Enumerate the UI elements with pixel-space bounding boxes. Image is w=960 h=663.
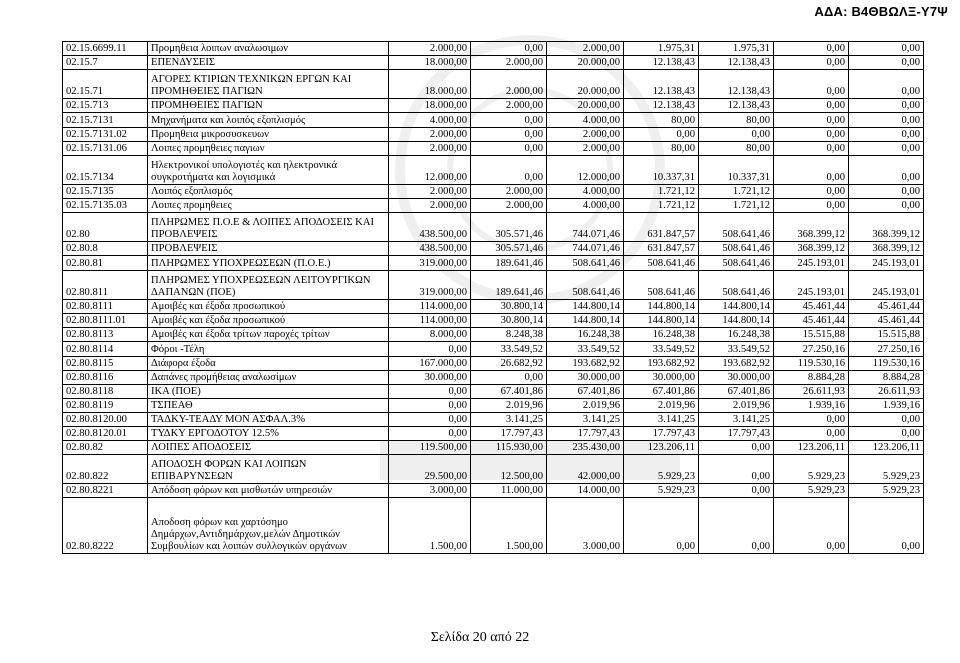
amount-cell-c1: 319.000,00 <box>389 271 471 300</box>
amount-cell-c6: 0,00 <box>774 199 849 213</box>
amount-cell-c2: 11.000,00 <box>471 484 547 498</box>
amount-cell-c1: 18.000,00 <box>389 70 471 99</box>
amount-cell-c3: 4.000,00 <box>547 199 624 213</box>
description-cell: Διάφορα έξοδα <box>148 357 389 371</box>
amount-cell-c4: 30.000,00 <box>624 371 699 385</box>
table-row <box>63 342 924 357</box>
description-cell: ΠΛΗΡΩΜΕΣ ΥΠΟΧΡΕΩΣΕΩΝ (Π.Ο.Ε.) <box>148 256 389 271</box>
amount-cell-c5: 1.975,31 <box>699 42 774 56</box>
amount-cell-c5: 3.141,25 <box>699 413 774 427</box>
amount-cell-c5: 0,00 <box>699 455 774 484</box>
amount-cell-c5: 508.641,46 <box>699 213 774 242</box>
account-code-cell: 02.15.7135 <box>63 185 148 199</box>
amount-cell-c1: 2.000,00 <box>389 185 471 199</box>
amount-cell-c3: 30.000,00 <box>547 371 624 385</box>
description-cell: Φόροι -Τέλη <box>148 342 389 357</box>
description-cell: Δαπάνες προμήθειας αναλωσίμων <box>148 371 389 385</box>
amount-cell-c2: 0,00 <box>471 128 547 142</box>
amount-cell-c7: 45.461,44 <box>849 314 924 328</box>
amount-cell-c2: 67.401,86 <box>471 385 547 399</box>
amount-cell-c2: 3.141,25 <box>471 413 547 427</box>
amount-cell-c2: 30.800,14 <box>471 314 547 328</box>
table-row <box>63 213 924 242</box>
table-row <box>63 441 924 455</box>
amount-cell-c7: 1.939,16 <box>849 399 924 413</box>
page-number: Σελίδα 20 από 22 <box>430 630 530 645</box>
amount-cell-c7: 0,00 <box>849 99 924 113</box>
amount-cell-c6: 27.250,16 <box>774 342 849 357</box>
table-row <box>63 42 924 56</box>
amount-cell-c6: 26.611,93 <box>774 385 849 399</box>
amount-cell-c3: 744.071,46 <box>547 242 624 256</box>
account-code-cell: 02.15.7135.03 <box>63 199 148 213</box>
table-row <box>63 399 924 413</box>
account-code-cell: 02.15.7134 <box>63 156 148 185</box>
amount-cell-c3: 2.000,00 <box>547 42 624 56</box>
amount-cell-c3: 144.800,14 <box>547 300 624 314</box>
amount-cell-c1: 114.000,00 <box>389 300 471 314</box>
amount-cell-c7: 45.461,44 <box>849 300 924 314</box>
amount-cell-c3: 20.000,00 <box>547 99 624 113</box>
amount-cell-c6: 0,00 <box>774 427 849 441</box>
description-cell: ΕΠΕΝΔΥΣΕΙΣ <box>148 56 389 70</box>
amount-cell-c7: 119.530,16 <box>849 357 924 371</box>
account-code-cell: 02.80.8114 <box>63 342 148 357</box>
account-code-cell: 02.80.81 <box>63 256 148 271</box>
amount-cell-c1: 2.000,00 <box>389 142 471 156</box>
amount-cell-c6: 0,00 <box>774 498 849 554</box>
amount-cell-c2: 0,00 <box>471 42 547 56</box>
amount-cell-c6: 15.515,88 <box>774 328 849 342</box>
amount-cell-c3: 12.000,00 <box>547 156 624 185</box>
table-row <box>63 113 924 128</box>
description-cell: Αμοιβές και έξοδα προσωπικού <box>148 300 389 314</box>
amount-cell-c3: 20.000,00 <box>547 56 624 70</box>
amount-cell-c5: 0,00 <box>699 484 774 498</box>
amount-cell-c4: 33.549,52 <box>624 342 699 357</box>
account-code-cell: 02.80.8120.01 <box>63 427 148 441</box>
amount-cell-c3: 3.000,00 <box>547 498 624 554</box>
amount-cell-c6: 0,00 <box>774 99 849 113</box>
account-code-cell: 02.80.8221 <box>63 484 148 498</box>
description-cell: Λοιπός εξοπλισμός <box>148 185 389 199</box>
description-cell: ΛΟΙΠΕΣ ΑΠΟΔΟΣΕΙΣ <box>148 441 389 455</box>
account-code-cell: 02.80 <box>63 213 148 242</box>
amount-cell-c7: 27.250,16 <box>849 342 924 357</box>
amount-cell-c6: 368.399,12 <box>774 213 849 242</box>
account-code-cell: 02.80.8222 <box>63 498 148 554</box>
amount-cell-c6: 0,00 <box>774 42 849 56</box>
amount-cell-c7: 0,00 <box>849 113 924 128</box>
amount-cell-c3: 3.141,25 <box>547 413 624 427</box>
amount-cell-c1: 0,00 <box>389 427 471 441</box>
amount-cell-c3: 2.000,00 <box>547 142 624 156</box>
table-row <box>63 371 924 385</box>
account-code-cell: 02.15.713 <box>63 99 148 113</box>
amount-cell-c3: 14.000,00 <box>547 484 624 498</box>
amount-cell-c4: 80,00 <box>624 142 699 156</box>
amount-cell-c6: 45.461,44 <box>774 314 849 328</box>
amount-cell-c7: 5.929,23 <box>849 455 924 484</box>
amount-cell-c2: 189.641,46 <box>471 271 547 300</box>
amount-cell-c3: 144.800,14 <box>547 314 624 328</box>
account-code-cell: 02.80.8120.00 <box>63 413 148 427</box>
amount-cell-c2: 2.000,00 <box>471 185 547 199</box>
amount-cell-c5: 0,00 <box>699 441 774 455</box>
amount-cell-c3: 20.000,00 <box>547 70 624 99</box>
amount-cell-c6: 0,00 <box>774 156 849 185</box>
description-cell: ΤΣΠΕΑΘ <box>148 399 389 413</box>
amount-cell-c3: 508.641,46 <box>547 256 624 271</box>
amount-cell-c1: 167.000,00 <box>389 357 471 371</box>
amount-cell-c2: 305.571,46 <box>471 242 547 256</box>
account-code-cell: 02.80.822 <box>63 455 148 484</box>
table-row <box>63 242 924 256</box>
description-cell: Αμοιβές και έξοδα τρίτων παροχές τρίτων <box>148 328 389 342</box>
description-cell: Αποδοση φόρων και χαρτόσημο Δημάρχων,Αντιδημάρχων,μελών Δημοτικών Συμβουλίων και λοιπών συλλογικών οργάνων <box>148 498 389 554</box>
table-row <box>63 455 924 484</box>
amount-cell-c3: 42.000,00 <box>547 455 624 484</box>
description-cell: Απόδοση φόρων και μισθωτών υπηρεσιών <box>148 484 389 498</box>
account-code-cell: 02.80.82 <box>63 441 148 455</box>
amount-cell-c7: 0,00 <box>849 128 924 142</box>
amount-cell-c6: 368.399,12 <box>774 242 849 256</box>
amount-cell-c4: 123.206,11 <box>624 441 699 455</box>
description-cell: ΠΡΟΜΗΘΕΙΕΣ ΠΑΓΙΩΝ <box>148 99 389 113</box>
amount-cell-c5: 33.549,52 <box>699 342 774 357</box>
amount-cell-c1: 0,00 <box>389 399 471 413</box>
amount-cell-c1: 2.000,00 <box>389 199 471 213</box>
description-cell: Προμηθεια λοιπων αναλωσιμων <box>148 42 389 56</box>
amount-cell-c6: 0,00 <box>774 413 849 427</box>
amount-cell-c3: 235.430,00 <box>547 441 624 455</box>
table-row <box>63 199 924 213</box>
account-code-cell: 02.80.8 <box>63 242 148 256</box>
amount-cell-c6: 8.884,28 <box>774 371 849 385</box>
amount-cell-c4: 12.138,43 <box>624 99 699 113</box>
amount-cell-c5: 10.337,31 <box>699 156 774 185</box>
table-row <box>63 484 924 498</box>
amount-cell-c7: 0,00 <box>849 199 924 213</box>
amount-cell-c5: 80,00 <box>699 113 774 128</box>
amount-cell-c5: 12.138,43 <box>699 56 774 70</box>
amount-cell-c5: 1.721,12 <box>699 199 774 213</box>
table-row <box>63 427 924 441</box>
amount-cell-c3: 2.019,96 <box>547 399 624 413</box>
amount-cell-c7: 0,00 <box>849 413 924 427</box>
amount-cell-c1: 438.500,00 <box>389 213 471 242</box>
amount-cell-c2: 2.000,00 <box>471 70 547 99</box>
description-cell: Λοιπες προμηθειες <box>148 199 389 213</box>
amount-cell-c2: 8.248,38 <box>471 328 547 342</box>
amount-cell-c7: 368.399,12 <box>849 213 924 242</box>
table-row <box>63 185 924 199</box>
description-cell: ΙΚΑ (ΠΟΕ) <box>148 385 389 399</box>
amount-cell-c4: 3.141,25 <box>624 413 699 427</box>
amount-cell-c6: 5.929,23 <box>774 484 849 498</box>
amount-cell-c4: 144.800,14 <box>624 300 699 314</box>
amount-cell-c2: 0,00 <box>471 371 547 385</box>
amount-cell-c7: 245.193,01 <box>849 256 924 271</box>
amount-cell-c2: 2.000,00 <box>471 199 547 213</box>
account-code-cell: 02.80.8116 <box>63 371 148 385</box>
amount-cell-c1: 0,00 <box>389 413 471 427</box>
amount-cell-c7: 0,00 <box>849 156 924 185</box>
amount-cell-c7: 0,00 <box>849 427 924 441</box>
account-code-cell: 02.80.8111 <box>63 300 148 314</box>
amount-cell-c5: 193.682,92 <box>699 357 774 371</box>
amount-cell-c4: 144.800,14 <box>624 314 699 328</box>
amount-cell-c4: 2.019,96 <box>624 399 699 413</box>
amount-cell-c4: 631.847,57 <box>624 242 699 256</box>
table-row <box>63 56 924 70</box>
amount-cell-c4: 1.721,12 <box>624 199 699 213</box>
amount-cell-c7: 0,00 <box>849 142 924 156</box>
amount-cell-c2: 2.000,00 <box>471 99 547 113</box>
amount-cell-c3: 4.000,00 <box>547 113 624 128</box>
amount-cell-c1: 0,00 <box>389 385 471 399</box>
account-code-cell: 02.80.8115 <box>63 357 148 371</box>
amount-cell-c6: 123.206,11 <box>774 441 849 455</box>
amount-cell-c1: 1.500,00 <box>389 498 471 554</box>
amount-cell-c1: 114.000,00 <box>389 314 471 328</box>
amount-cell-c7: 8.884,28 <box>849 371 924 385</box>
amount-cell-c1: 29.500,00 <box>389 455 471 484</box>
description-cell: ΑΠΟΔΟΣΗ ΦΟΡΩΝ ΚΑΙ ΛΟΙΠΩΝ ΕΠΙΒΑΡΥΝΣΕΩΝ <box>148 455 389 484</box>
amount-cell-c4: 12.138,43 <box>624 56 699 70</box>
amount-cell-c2: 0,00 <box>471 113 547 128</box>
amount-cell-c6: 0,00 <box>774 142 849 156</box>
amount-cell-c2: 305.571,46 <box>471 213 547 242</box>
amount-cell-c5: 2.019,96 <box>699 399 774 413</box>
amount-cell-c5: 508.641,46 <box>699 256 774 271</box>
description-cell: ΠΛΗΡΩΜΕΣ Π.Ο.Ε & ΛΟΙΠΕΣ ΑΠΟΔΟΣΕΙΣ ΚΑΙ ΠΡΟΒΛΕΨΕΙΣ <box>148 213 389 242</box>
amount-cell-c1: 18.000,00 <box>389 56 471 70</box>
amount-cell-c6: 45.461,44 <box>774 300 849 314</box>
account-code-cell: 02.15.7131.06 <box>63 142 148 156</box>
amount-cell-c4: 16.248,38 <box>624 328 699 342</box>
amount-cell-c3: 4.000,00 <box>547 185 624 199</box>
ada-code: ΑΔΑ: Β4ΘΒΩΛΞ-Υ7Ψ <box>814 4 948 19</box>
amount-cell-c2: 1.500,00 <box>471 498 547 554</box>
amount-cell-c4: 193.682,92 <box>624 357 699 371</box>
amount-cell-c2: 0,00 <box>471 142 547 156</box>
amount-cell-c7: 245.193,01 <box>849 271 924 300</box>
amount-cell-c6: 119.530,16 <box>774 357 849 371</box>
amount-cell-c5: 144.800,14 <box>699 314 774 328</box>
amount-cell-c2: 17.797,43 <box>471 427 547 441</box>
amount-cell-c2: 2.019,96 <box>471 399 547 413</box>
amount-cell-c7: 0,00 <box>849 42 924 56</box>
amount-cell-c5: 0,00 <box>699 498 774 554</box>
amount-cell-c7: 0,00 <box>849 498 924 554</box>
description-cell: ΠΡΟΒΛΕΨΕΙΣ <box>148 242 389 256</box>
amount-cell-c6: 1.939,16 <box>774 399 849 413</box>
amount-cell-c1: 3.000,00 <box>389 484 471 498</box>
amount-cell-c4: 508.641,46 <box>624 256 699 271</box>
amount-cell-c5: 17.797,43 <box>699 427 774 441</box>
amount-cell-c1: 30.000,00 <box>389 371 471 385</box>
amount-cell-c5: 508.641,46 <box>699 242 774 256</box>
amount-cell-c2: 2.000,00 <box>471 56 547 70</box>
amount-cell-c4: 1.721,12 <box>624 185 699 199</box>
amount-cell-c5: 508.641,46 <box>699 271 774 300</box>
description-cell: Προμηθεια μικροσυσκευων <box>148 128 389 142</box>
account-code-cell: 02.15.6699.11 <box>63 42 148 56</box>
amount-cell-c7: 0,00 <box>849 70 924 99</box>
table-row <box>63 357 924 371</box>
amount-cell-c4: 1.975,31 <box>624 42 699 56</box>
amount-cell-c5: 67.401,86 <box>699 385 774 399</box>
account-code-cell: 02.15.7131.02 <box>63 128 148 142</box>
amount-cell-c6: 0,00 <box>774 128 849 142</box>
description-cell: ΠΛΗΡΩΜΕΣ ΥΠΟΧΡΕΩΣΕΩΝ ΛΕΙΤΟΥΡΓΙΚΩΝ ΔΑΠΑΝΩΝ (ΠΟΕ) <box>148 271 389 300</box>
amount-cell-c4: 12.138,43 <box>624 70 699 99</box>
amount-cell-c2: 189.641,46 <box>471 256 547 271</box>
table-row <box>63 128 924 142</box>
amount-cell-c6: 0,00 <box>774 56 849 70</box>
table-row <box>63 314 924 328</box>
table-row <box>63 256 924 271</box>
table-row <box>63 413 924 427</box>
account-code-cell: 02.15.7131 <box>63 113 148 128</box>
amount-cell-c3: 2.000,00 <box>547 128 624 142</box>
amount-cell-c2: 115.930,00 <box>471 441 547 455</box>
amount-cell-c1: 8.000,00 <box>389 328 471 342</box>
amount-cell-c3: 67.401,86 <box>547 385 624 399</box>
amount-cell-c1: 2.000,00 <box>389 128 471 142</box>
table-row <box>63 271 924 300</box>
amount-cell-c4: 508.641,46 <box>624 271 699 300</box>
amount-cell-c6: 5.929,23 <box>774 455 849 484</box>
amount-cell-c1: 438.500,00 <box>389 242 471 256</box>
amount-cell-c1: 119.500,00 <box>389 441 471 455</box>
amount-cell-c6: 0,00 <box>774 185 849 199</box>
amount-cell-c7: 5.929,23 <box>849 484 924 498</box>
amount-cell-c3: 33.549,52 <box>547 342 624 357</box>
amount-cell-c6: 0,00 <box>774 113 849 128</box>
amount-cell-c4: 631.847,57 <box>624 213 699 242</box>
amount-cell-c5: 144.800,14 <box>699 300 774 314</box>
amount-cell-c3: 193.682,92 <box>547 357 624 371</box>
amount-cell-c1: 4.000,00 <box>389 113 471 128</box>
amount-cell-c4: 67.401,86 <box>624 385 699 399</box>
amount-cell-c4: 0,00 <box>624 128 699 142</box>
amount-cell-c5: 1.721,12 <box>699 185 774 199</box>
budget-table <box>62 41 924 554</box>
amount-cell-c5: 12.138,43 <box>699 99 774 113</box>
account-code-cell: 02.80.8113 <box>63 328 148 342</box>
amount-cell-c4: 5.929,23 <box>624 484 699 498</box>
account-code-cell: 02.80.811 <box>63 271 148 300</box>
description-cell: Αμοιβές και έξοδα προσωπικού <box>148 314 389 328</box>
amount-cell-c2: 33.549,52 <box>471 342 547 357</box>
amount-cell-c6: 0,00 <box>774 70 849 99</box>
description-cell: Λοιπες προμηθειες παγιων <box>148 142 389 156</box>
account-code-cell: 02.15.71 <box>63 70 148 99</box>
amount-cell-c4: 10.337,31 <box>624 156 699 185</box>
description-cell: ΤΥΔΚΥ ΕΡΓΟΔΟΤΟΥ 12.5% <box>148 427 389 441</box>
amount-cell-c7: 26.611,93 <box>849 385 924 399</box>
account-code-cell: 02.80.8119 <box>63 399 148 413</box>
table-row <box>63 328 924 342</box>
description-cell: Ηλεκτρονικοί υπολογιστές και ηλεκτρονικά συγκροτήματα και λογισμικά <box>148 156 389 185</box>
table-row <box>63 70 924 99</box>
amount-cell-c2: 26.682,92 <box>471 357 547 371</box>
amount-cell-c5: 16.248,38 <box>699 328 774 342</box>
amount-cell-c6: 245.193,01 <box>774 271 849 300</box>
account-code-cell: 02.80.8111.01 <box>63 314 148 328</box>
amount-cell-c4: 17.797,43 <box>624 427 699 441</box>
amount-cell-c1: 319.000,00 <box>389 256 471 271</box>
amount-cell-c5: 0,00 <box>699 128 774 142</box>
table-row <box>63 385 924 399</box>
amount-cell-c5: 80,00 <box>699 142 774 156</box>
amount-cell-c2: 30.800,14 <box>471 300 547 314</box>
table-row <box>63 300 924 314</box>
amount-cell-c7: 0,00 <box>849 56 924 70</box>
amount-cell-c3: 16.248,38 <box>547 328 624 342</box>
amount-cell-c1: 12.000,00 <box>389 156 471 185</box>
description-cell: Μηχανήματα και λοιπός εξοπλισμός <box>148 113 389 128</box>
table-row <box>63 99 924 113</box>
amount-cell-c4: 0,00 <box>624 498 699 554</box>
table-row <box>63 498 924 554</box>
amount-cell-c5: 12.138,43 <box>699 70 774 99</box>
amount-cell-c7: 368.399,12 <box>849 242 924 256</box>
amount-cell-c3: 17.797,43 <box>547 427 624 441</box>
description-cell: ΤΑΔΚΥ-ΤΕΑΔΥ ΜΟΝ ΑΣΦΑΛ.3% <box>148 413 389 427</box>
amount-cell-c4: 80,00 <box>624 113 699 128</box>
account-code-cell: 02.15.7 <box>63 56 148 70</box>
description-cell: ΑΓΟΡΕΣ ΚΤΙΡΙΩΝ ΤΕΧΝΙΚΩΝ ΕΡΓΩΝ ΚΑΙ ΠΡΟΜΗΘΕΙΕΣ ΠΑΓΙΩΝ <box>148 70 389 99</box>
amount-cell-c6: 245.193,01 <box>774 256 849 271</box>
amount-cell-c3: 508.641,46 <box>547 271 624 300</box>
amount-cell-c2: 12.500,00 <box>471 455 547 484</box>
amount-cell-c2: 0,00 <box>471 156 547 185</box>
account-code-cell: 02.80.8118 <box>63 385 148 399</box>
amount-cell-c1: 18.000,00 <box>389 99 471 113</box>
amount-cell-c7: 15.515,88 <box>849 328 924 342</box>
amount-cell-c4: 5.929,23 <box>624 455 699 484</box>
amount-cell-c7: 0,00 <box>849 185 924 199</box>
amount-cell-c7: 123.206,11 <box>849 441 924 455</box>
table-row <box>63 142 924 156</box>
amount-cell-c1: 2.000,00 <box>389 42 471 56</box>
table-row <box>63 156 924 185</box>
amount-cell-c3: 744.071,46 <box>547 213 624 242</box>
amount-cell-c1: 0,00 <box>389 342 471 357</box>
amount-cell-c5: 30.000,00 <box>699 371 774 385</box>
